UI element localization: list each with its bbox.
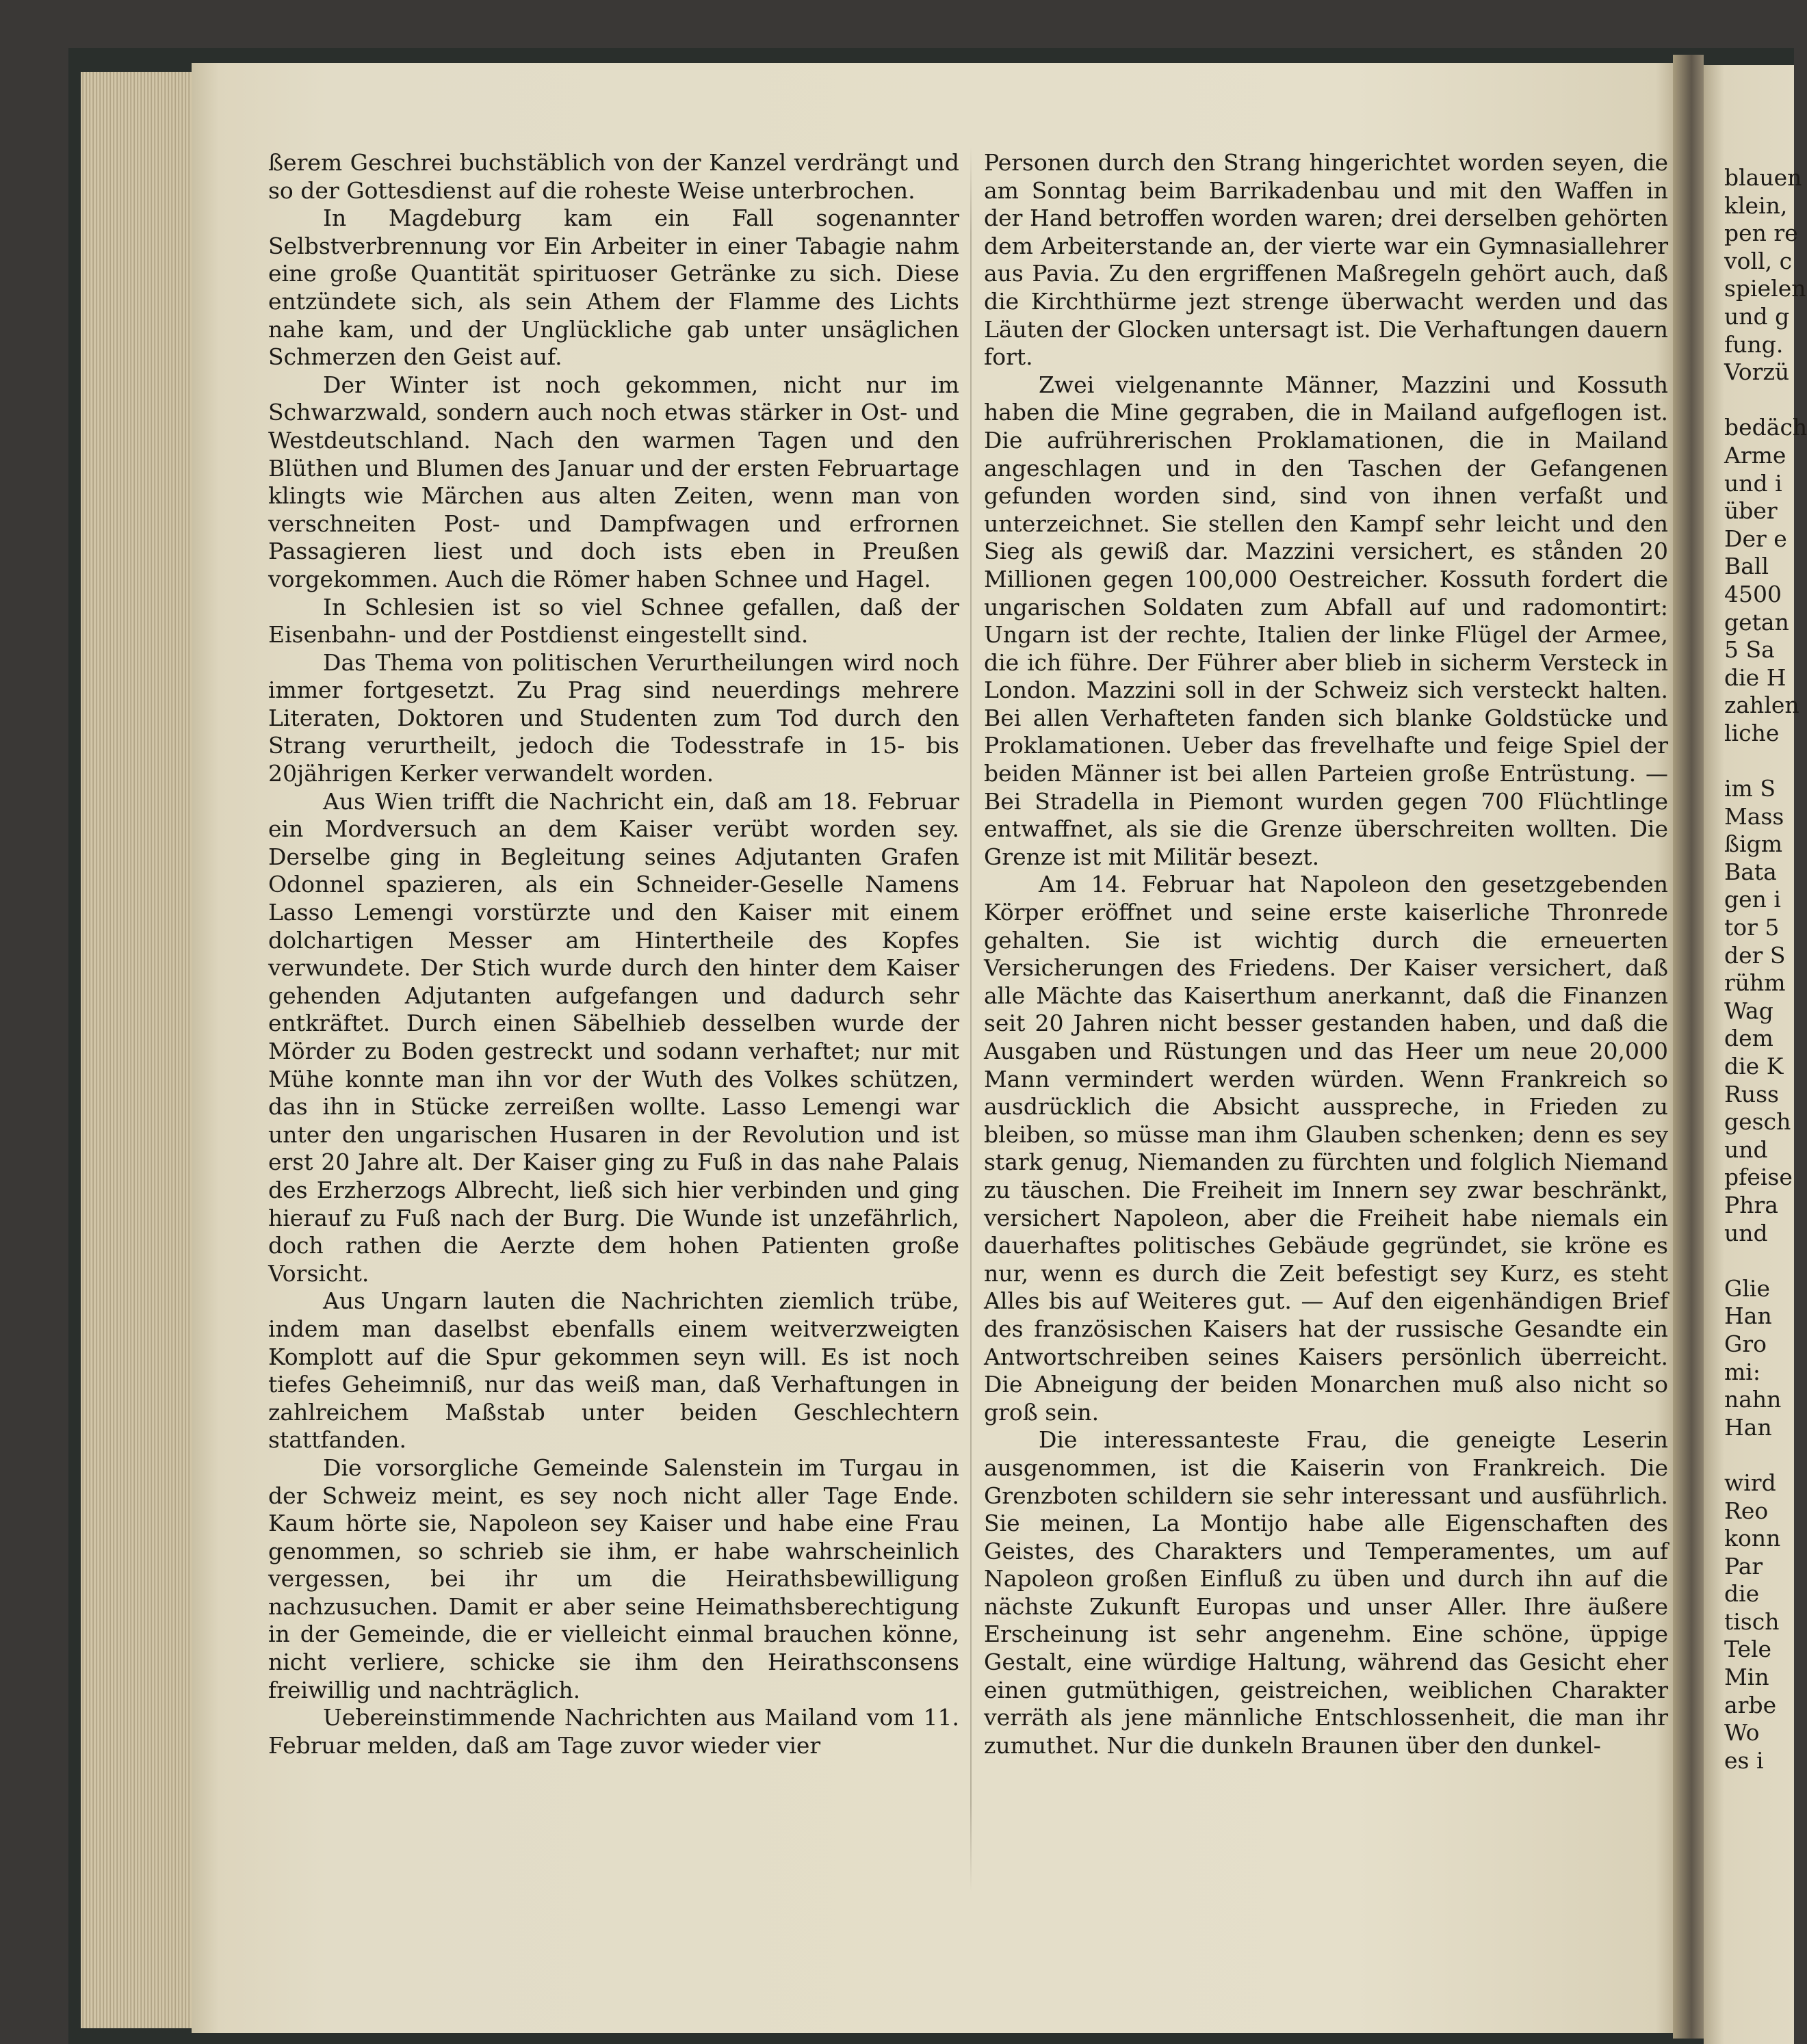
facing-page-line <box>1724 1247 1806 1275</box>
facing-page-line: gesch <box>1724 1108 1791 1136</box>
facing-page-line: spielen <box>1724 275 1806 302</box>
paragraph: In Schlesien ist so viel Schnee gefallen, daß der Eisenbahn- und der Postdienst eingestellt sind. <box>268 593 959 648</box>
facing-page-line: voll, c <box>1724 247 1793 274</box>
facing-page-line: der S <box>1724 941 1786 969</box>
facing-page-line: die K <box>1724 1053 1784 1079</box>
paragraph: Der Winter ist noch gekommen, nicht nur im Schwarzwald, sondern auch noch etwas stärker in Ost- und Westdeutschland. Nach den warmen Tagen und den Blüthen und Blumen des Januar und der ersten Februartage klingts wie Märchen aus alten Zeiten, wenn man von verschneiten Post- und Dampfwagen und erfrornen Passagieren liest und doch ists eben in Preußen vorgekommen. Auch die Römer haben Schnee und Hagel. <box>268 371 959 592</box>
facing-page-line: 5 Sa <box>1724 636 1775 664</box>
facing-page-line: getan <box>1724 608 1789 636</box>
facing-page-text <box>1724 164 1806 1774</box>
facing-page-line: arbe <box>1724 1691 1777 1718</box>
paragraph: Die interessanteste Frau, die geneigte Leserin ausgenommen, ist die Kaiserin von Frankreich. Die Grenzboten schildern sie sehr interessant und ausführlich. Sie meinen, La Montijo habe alle Eigenschaften des Geistes, des Charakters und Temperamentes, um auf Napoleon großen Einfluß zu üben und durch ihn auf die nächste Zukunft Europas und unser Aller. Ihre äußere Erscheinung ist sehr angenehm. Eine schöne, üppige Gestalt, eine würdige Haltung, während das Gesicht eher einen gutmüthigen, geistreichen, weiblichen Charakter verräth als jene männliche Entschlossenheit, die man ihr zumuthet. Nur die dunkeln Braunen über den dunkel- <box>984 1426 1668 1759</box>
facing-page-line: Glie <box>1724 1274 1770 1302</box>
page-edges <box>81 72 204 2028</box>
facing-page-line: wird <box>1724 1469 1776 1496</box>
facing-page-line: Arme <box>1724 441 1786 469</box>
facing-page-line: und <box>1724 1219 1768 1246</box>
paragraph: ßerem Geschrei buchstäblich von der Kanzel verdrängt und so der Gottesdienst auf die roheste Weise unterbrochen. <box>268 149 959 204</box>
facing-page-line: blauen <box>1724 164 1802 191</box>
facing-page-line <box>1724 1441 1806 1469</box>
paragraph: In Magdeburg kam ein Fall sogenannter Selbstverbrennung vor Ein Arbeiter in einer Tabagie nahm eine große Quantität spirituoser Getränke zu sich. Diese entzündete sich, als sein Athem der Flamme des Lichts nahe kam, und der Unglückliche gab unter unsäglichen Schmerzen den Geist auf. <box>268 205 959 371</box>
facing-page-line: Bata <box>1724 858 1777 885</box>
facing-page-line: Par <box>1724 1552 1763 1580</box>
paragraph: Am 14. Februar hat Napoleon den gesetzgebenden Körper eröffnet und seine erste kaiserliche Thronrede gehalten. Sie ist wichtig durch die erneuerten Versicherungen des Friedens. Der Kaiser versichert, daß alle Mächte das Kaiserthum anerkannt, daß die Finanzen seit 20 Jahren nicht besser gestanden haben, und daß die Ausgaben und Rüstungen und das Heer um neue 20,000 Mann vermindert werden würden. Wenn Frankreich so ausdrücklich die Absicht ausspreche, in Frieden zu bleiben, so müsse man ihm Glauben schenken; denn es sey stark genug, Niemanden zu fürchten und folglich Niemand zu täuschen. Die Freiheit im Innern sey zwar beschränkt, versichert Napoleon, aber die Freiheit habe niemals ein dauerhaftes politisches Gebäude gegründet, sie kröne es nur, wenn es durch die Zeit befestigt sey Kurz, es steht Alles bis auf Weiteres gut. — Auf den eigenhändigen Brief des französischen Kaisers hat der russische Gesandte ein Antwortschreiben seines Kaisers persönlich überreicht. Die Abneigung der beiden Monarchen muß also nicht so groß sein. <box>984 871 1668 1426</box>
facing-page-line: nahn <box>1724 1386 1782 1413</box>
facing-page-line: ßigm <box>1724 830 1783 858</box>
facing-page-line: Han <box>1724 1413 1772 1441</box>
facing-page-line: Wag <box>1724 997 1773 1024</box>
column-divider <box>970 147 972 1891</box>
facing-page-line: und g <box>1724 302 1790 330</box>
facing-page-line: zahlen <box>1724 692 1799 719</box>
facing-page-line: pen re <box>1724 220 1798 247</box>
facing-page-line: konn <box>1724 1525 1781 1552</box>
facing-page-line: mi: <box>1724 1358 1760 1385</box>
facing-page-line: Min <box>1724 1664 1769 1691</box>
facing-page-line <box>1724 386 1806 415</box>
facing-page-line: Phra <box>1724 1191 1778 1218</box>
facing-page-fragment <box>1704 65 1807 2044</box>
facing-page-line: und <box>1724 1136 1768 1163</box>
paragraph: Zwei vielgenannte Männer, Mazzini und Kossuth haben die Mine gegraben, die in Mailand aufgeflogen ist. Die aufrührerischen Proklamationen, die in Mailand angeschlagen und in den Taschen der Gefangenen gefunden worden sind, sind von ihnen verfaßt und unterzeichnet. Sie stellen den Kampf sehr leicht und den Sieg als gewiß dar. Mazzini versichert, es stånden 20 Millionen gegen 100,000 Oestreicher. Kossuth fordert die ungarischen Soldaten zum Abfall auf und radomontirt: Ungarn ist der rechte, Italien der linke Flügel der Armee, die ich führe. Der Führer aber blieb in sicherm Versteck in London. Mazzini soll in der Schweiz sich versteckt halten. Bei allen Verhafteten fanden sich blanke Goldstücke und Proklamationen. Ueber das frevelhafte und feige Spiel der beiden Männer ist bei allen Parteien große Entrüstung. — Bei Stradella in Piemont wurden gegen 700 Flüchtlinge entwaffnet, als sie die Grenze überschreiten wollten. Die Grenze ist mit Militär besezt. <box>984 371 1668 870</box>
facing-page-line <box>1724 747 1806 775</box>
facing-page-line: Russ <box>1724 1080 1779 1108</box>
facing-page-line: pfeise <box>1724 1164 1793 1191</box>
facing-page-line: bedäch <box>1724 414 1807 441</box>
facing-page-line: Han <box>1724 1302 1772 1330</box>
facing-page-line: liche <box>1724 719 1780 746</box>
paragraph: Uebereinstimmende Nachrichten aus Mailand vom 11. Februar melden, daß am Tage zuvor wieder vier <box>268 1704 959 1759</box>
paragraph: Aus Ungarn lauten die Nachrichten ziemlich trübe, indem man daselbst ebenfalls einem weitverzweigten Komplott auf die Spur gekommen seyn will. Es ist noch tiefes Geheimniß, nur das weiß man, daß Verhaftungen in zahlreichem Maßstab unter beiden Geschlechtern stattfanden. <box>268 1287 959 1454</box>
facing-page-line: Reo <box>1724 1497 1769 1524</box>
text-column-left <box>268 149 959 1759</box>
facing-page-line: 4500 <box>1724 580 1782 607</box>
facing-page-line: Vorzü <box>1724 358 1790 386</box>
facing-page-line: fung. <box>1724 330 1784 358</box>
facing-page-line: klein, <box>1724 192 1788 219</box>
facing-page-line: und i <box>1724 469 1782 497</box>
facing-page-line: tor 5 <box>1724 914 1780 941</box>
facing-page-line: es i <box>1724 1746 1764 1774</box>
paragraph: Personen durch den Strang hingerichtet worden seyen, die am Sonntag beim Barrikadenbau und mit den Waffen in der Hand betroffen worden waren; drei derselben gehörten dem Arbeiterstande an, der vierte war ein Gymnasiallehrer aus Pavia. Zu den ergriffenen Maßregeln gehört auch, daß die Kirchthürme jezt strenge überwacht werden und das Läuten der Glocken untersagt ist. Die Verhaftungen dauern fort. <box>984 149 1668 371</box>
facing-page-line: Gro <box>1724 1330 1767 1357</box>
facing-page-line: die H <box>1724 664 1786 691</box>
facing-page-line: tisch <box>1724 1608 1780 1635</box>
facing-page-line: über <box>1724 497 1778 525</box>
paragraph: Das Thema von politischen Verurtheilungen wird noch immer fortgesetzt. Zu Prag sind neuerdings mehrere Literaten, Doktoren und Studenten zum Tod durch den Strang verurtheilt, jedoch die Todesstrafe in 15- bis 20jährigen Kerker verwandelt worden. <box>268 648 959 787</box>
book-gutter <box>1673 55 1704 2039</box>
paragraph: Aus Wien trifft die Nachricht ein, daß am 18. Februar ein Mordversuch an dem Kaiser verübt worden sey. Derselbe ging in Begleitung seines Adjutanten Grafen Odonnel spazieren, als ein Schneider-Geselle Namens Lasso Lemengi vorstürzte und den Kaiser mit einem dolchartigen Messer am Hintertheile des Kopfes verwundete. Der Stich wurde durch den hinter dem Kaiser gehenden Adjutanten aufgefangen und dadurch sehr entkräftet. Durch einen Säbelhieb desselben wurde der Mörder zu Boden gestreckt und sodann verhaftet; nur mit Mühe konnte man ihn vor der Wuth des Volkes schützen, das ihn in Stücke zerreißen wollte. Lasso Lemengi war unter den ungarischen Husaren in der Revolution und ist erst 20 Jahre alt. Der Kaiser ging zu Fuß in das nahe Palais des Erzherzogs Albrecht, ließ sich hier verbinden und ging hierauf zu Fuß nach der Burg. Die Wunde ist unzefährlich, doch rathen die Aerzte dem hohen Patienten große Vorsicht. <box>268 787 959 1287</box>
facing-page-line: gen i <box>1724 886 1781 913</box>
facing-page-line: Wo <box>1724 1719 1760 1746</box>
facing-page-line: Mass <box>1724 802 1784 830</box>
facing-page-line: Ball <box>1724 553 1769 580</box>
facing-page-line: im S <box>1724 775 1776 802</box>
facing-page-line: dem <box>1724 1025 1773 1052</box>
text-column-right <box>984 149 1668 1759</box>
facing-page-line: Tele <box>1724 1636 1772 1663</box>
facing-page-line: Der e <box>1724 525 1787 552</box>
facing-page-line: die <box>1724 1580 1760 1608</box>
facing-page-line: rühm <box>1724 969 1786 997</box>
paragraph: Die vorsorgliche Gemeinde Salenstein im Turgau in der Schweiz meint, es sey noch nicht aller Tage Ende. Kaum hörte sie, Napoleon sey Kaiser und habe eine Frau genommen, so schrieb sie ihm, er habe wahrscheinlich vergessen, bei ihr um die Heirathsbewilligung nachzusuchen. Damit er aber seine Heimathsberechtigung in der Gemeinde, die er vielleicht einmal brauchen könne, nicht verliere, schicke sie ihm den Heirathsconsens freiwillig und nachträglich. <box>268 1454 959 1703</box>
